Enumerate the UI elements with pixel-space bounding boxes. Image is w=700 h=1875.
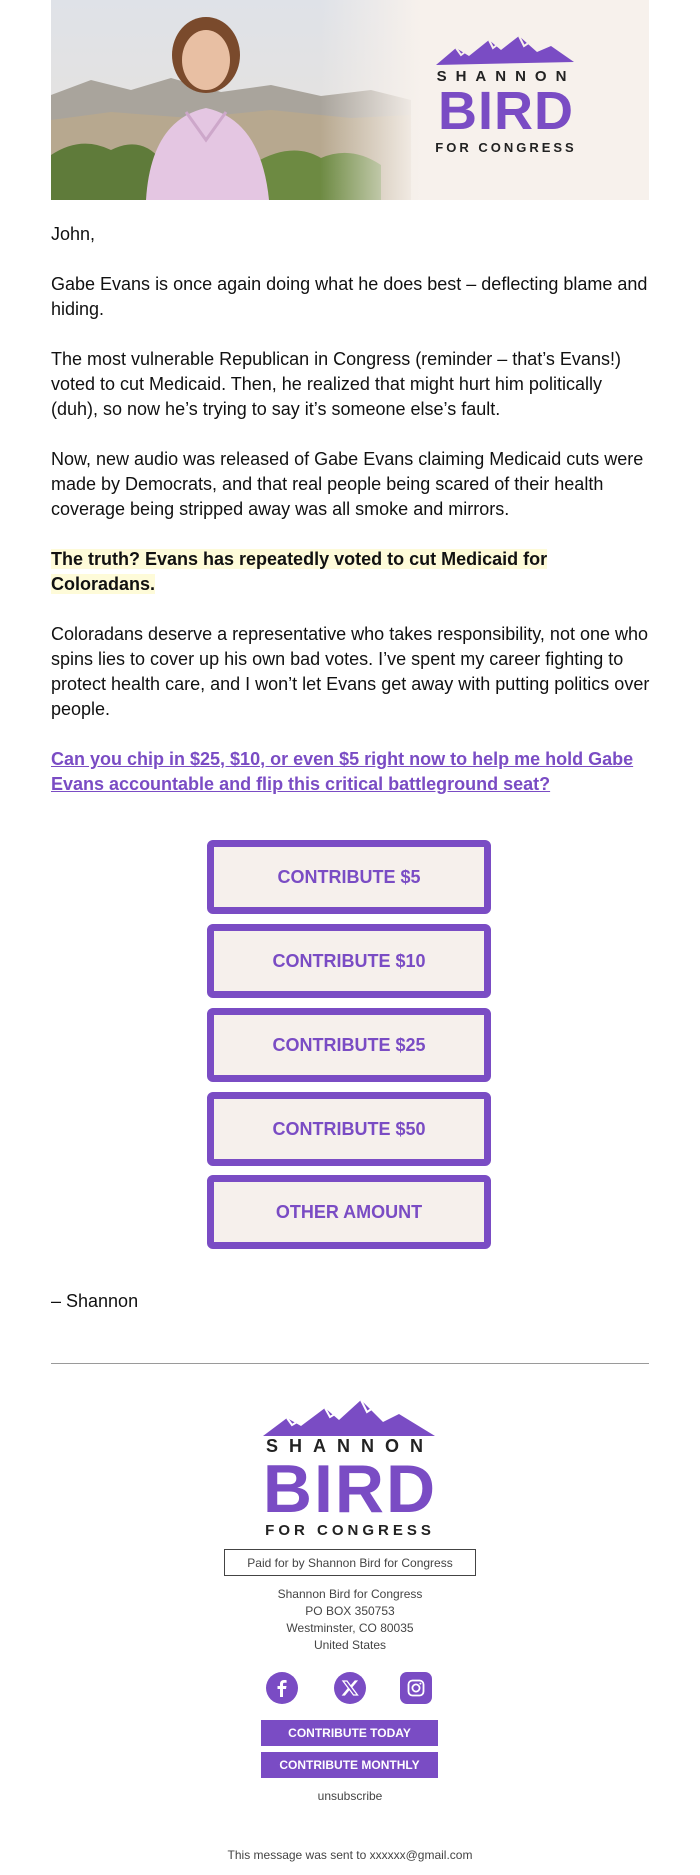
- contribute-monthly-button[interactable]: CONTRIBUTE MONTHLY: [261, 1752, 438, 1778]
- unsubscribe-link[interactable]: unsubscribe: [317, 1789, 383, 1803]
- contribute-25-button[interactable]: CONTRIBUTE $25: [207, 1008, 491, 1082]
- footer-logo-name-main: BIRD: [262, 1451, 438, 1527]
- mountain-icon: [245, 1398, 455, 1438]
- contribute-50-button[interactable]: CONTRIBUTE $50: [207, 1092, 491, 1166]
- address-line-4: United States: [313, 1638, 387, 1652]
- highlight-line-2: Coloradans.: [51, 574, 156, 594]
- address-line-3: Westminster, CO 80035: [286, 1621, 414, 1635]
- footer-logo: [245, 1398, 455, 1540]
- contribute-5-button[interactable]: CONTRIBUTE $5: [207, 840, 491, 914]
- signoff: – Shannon: [51, 1291, 139, 1311]
- contribute-10-button[interactable]: CONTRIBUTE $10: [207, 924, 491, 998]
- donation-ask-link[interactable]: Can you chip in $25, $10, or even $5 right now to help me hold Gabe Evans accountable and flip this critical battleground seat?: [51, 749, 634, 794]
- address-line-1: Shannon Bird for Congress: [277, 1587, 423, 1601]
- header-logo-name-bottom: FOR CONGRESS: [435, 140, 577, 155]
- header-logo-name-top: SHANNON: [436, 68, 576, 85]
- header-logo-name-main: BIRD: [438, 81, 574, 141]
- other-amount-button[interactable]: OTHER AMOUNT: [207, 1175, 491, 1249]
- footer-logo-name-top: SHANNON: [265, 1436, 434, 1456]
- footer-logo-name-bottom: FOR CONGRESS: [265, 1522, 435, 1539]
- paragraph-1: Gabe Evans is once again doing what he does best – deflecting blame and hiding.: [51, 274, 648, 319]
- paragraph-5: Coloradans deserve a representative who takes responsibility, not one who spins lies to cover up his own bad votes. I’ve spent my career fighting to protect health care, and I won’t let Evans get away with putting politics over people.: [51, 624, 650, 719]
- address-line-2: PO BOX 350753: [305, 1604, 395, 1618]
- paragraph-3: Now, new audio was released of Gabe Evans claiming Medicaid cuts were made by Democrats, and that real people being scared of their health coverage being stripped away was all smoke and mirrors.: [51, 449, 644, 519]
- highlight-paragraph: [51, 547, 651, 597]
- paid-for-disclaimer: Paid for by Shannon Bird for Congress: [224, 1549, 476, 1576]
- greeting: John,: [51, 224, 96, 244]
- highlight-line-1: The truth? Evans has repeatedly voted to cut Medicaid for: [51, 549, 548, 569]
- instagram-icon[interactable]: [400, 1672, 432, 1704]
- contribute-today-button[interactable]: CONTRIBUTE TODAY: [261, 1720, 438, 1746]
- divider: [51, 1363, 649, 1364]
- x-icon[interactable]: [334, 1672, 366, 1704]
- header-banner: [51, 0, 649, 200]
- sent-to-notice: This message was sent to xxxxxx@gmail.com: [227, 1848, 473, 1862]
- paragraph-2: The most vulnerable Republican in Congress (reminder – that’s Evans!) voted to cut Medicaid. Then, he realized that might hurt him politically (duh), so now he’s trying to say it’s someone else’s fault.: [51, 349, 621, 419]
- facebook-icon[interactable]: [266, 1672, 298, 1704]
